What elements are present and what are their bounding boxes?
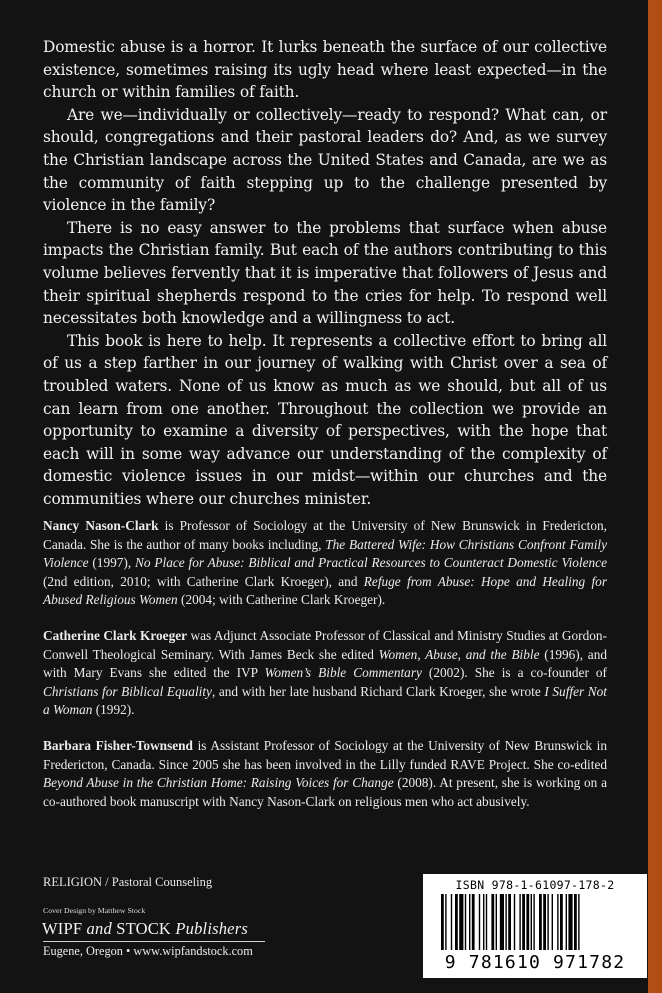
bio-text: (2nd edition, 2010; with Catherine Clark Kroeger), and [43, 573, 364, 589]
blurb-paragraph: There is no easy answer to the problems that surface when abuse impacts the Christian family. But each of the authors contributing to this volume believes fervently that it is imperative that followers of Jesus and their spiritual shepherds respond to the cries for help. To respond well necessitates both knowledge and a willingness to act. [43, 218, 607, 328]
author-name: Nancy Nason-Clark [43, 518, 159, 533]
organization-name: Christians for Biblical Equality [43, 683, 212, 699]
blurb [43, 36, 607, 510]
author-bio-fisher-townsend [43, 737, 607, 811]
author-bios [43, 517, 607, 828]
author-name: Catherine Clark Kroeger [43, 627, 188, 643]
bio-text: (2008). At present, she is working on a co-authored book manuscript with Nancy Nason-Clark on religious men who act abusively. [43, 775, 608, 809]
author-bio-nason-clark [43, 517, 607, 610]
author-bio-kroeger [43, 627, 607, 720]
bio-text: (2004; with Catherine Clark Kroeger). [177, 592, 386, 608]
publisher-word: STOCK [111, 919, 176, 938]
book-title: Beyond Abuse in the Christian Home: Raising Voices for Change [43, 775, 394, 791]
isbn-digits: 9 781610 971782 [444, 952, 626, 973]
cover-design-credit: Cover Design by Matthew Stock [43, 906, 146, 915]
publisher-word: and [86, 919, 112, 938]
book-title: The Battered Wife: How Christians Confront Family Violence [43, 536, 607, 571]
publisher-word: Publishers [175, 919, 248, 938]
barcode-image [435, 894, 635, 954]
book-title: No Place for Abuse: Biblical and Practical Resources to Counteract Domestic Violence [135, 555, 607, 571]
book-title: Refuge from Abuse: Hope and Healing for Abused Religious Women [43, 573, 607, 608]
bio-text: (1997), [88, 555, 136, 571]
spine-edge [648, 0, 662, 993]
publisher-logo [42, 919, 248, 939]
book-title: I Suffer Not a Woman [43, 683, 607, 718]
barcode-panel [423, 874, 647, 978]
blurb-paragraph: Domestic abuse is a horror. It lurks beneath the surface of our collective existence, sometimes raising its ugly head where least expected—in the church or within families of faith. [43, 38, 607, 102]
publisher-word: WIPF [42, 919, 87, 938]
book-title: Women, Abuse, and the Bible [378, 646, 540, 662]
bio-text: (2002). She is a co-founder of [421, 665, 607, 681]
bio-text: (1996), and with Mary Evans she edited the IVP [43, 646, 608, 681]
publisher-location: Eugene, Oregon • www.wipfandstock.com [43, 944, 253, 958]
bio-text: was Adjunct Associate Professor of Classical and Ministry Studies at Gordon-Conwell Theological Seminary. With James Beck she edited [43, 627, 607, 662]
book-title: Women’s Bible Commentary [264, 665, 422, 681]
bio-text: , and with her late husband Richard Clark Kroeger, she wrote [211, 683, 545, 699]
bisac-category: RELIGION / Pastoral Counseling [43, 875, 213, 889]
bio-text: is Professor of Sociology at the University of New Brunswick in Fredericton, Canada. She is the author of many books including, [43, 518, 607, 552]
bio-text: is Assistant Professor of Sociology at the University of New Brunswick in Fredericton, Canada. Since 2005 she has been involved in the Lilly funded RAVE Project. She co-edited [43, 737, 607, 772]
blurb-paragraph: This book is here to help. It represents a collective effort to bring all of us a step farther in our journey of walking with Christ over a sea of troubled waters. None of us know as much as we should, but all of us can learn from one another. Throughout the collection we provide an opportunity to examine a diversity of perspectives, with the hope that each will in some way advance our understanding of the complexity of domestic violence issues in our midst—within our churches and the communities where our churches minister. [43, 331, 607, 508]
bio-text: (1992). [92, 702, 135, 718]
isbn-label: ISBN 978-1-61097-178-2 [455, 878, 615, 892]
author-name: Barbara Fisher-Townsend [43, 737, 193, 753]
blurb-paragraph: Are we—individually or collectively—ready to respond? What can, or should, congregations and their pastoral leaders do? And, as we survey the Christian landscape across the United States and Canada, are we as the community of faith stepping up to the challenge presented by violence in the family? [43, 105, 607, 215]
publisher-divider [43, 941, 265, 942]
